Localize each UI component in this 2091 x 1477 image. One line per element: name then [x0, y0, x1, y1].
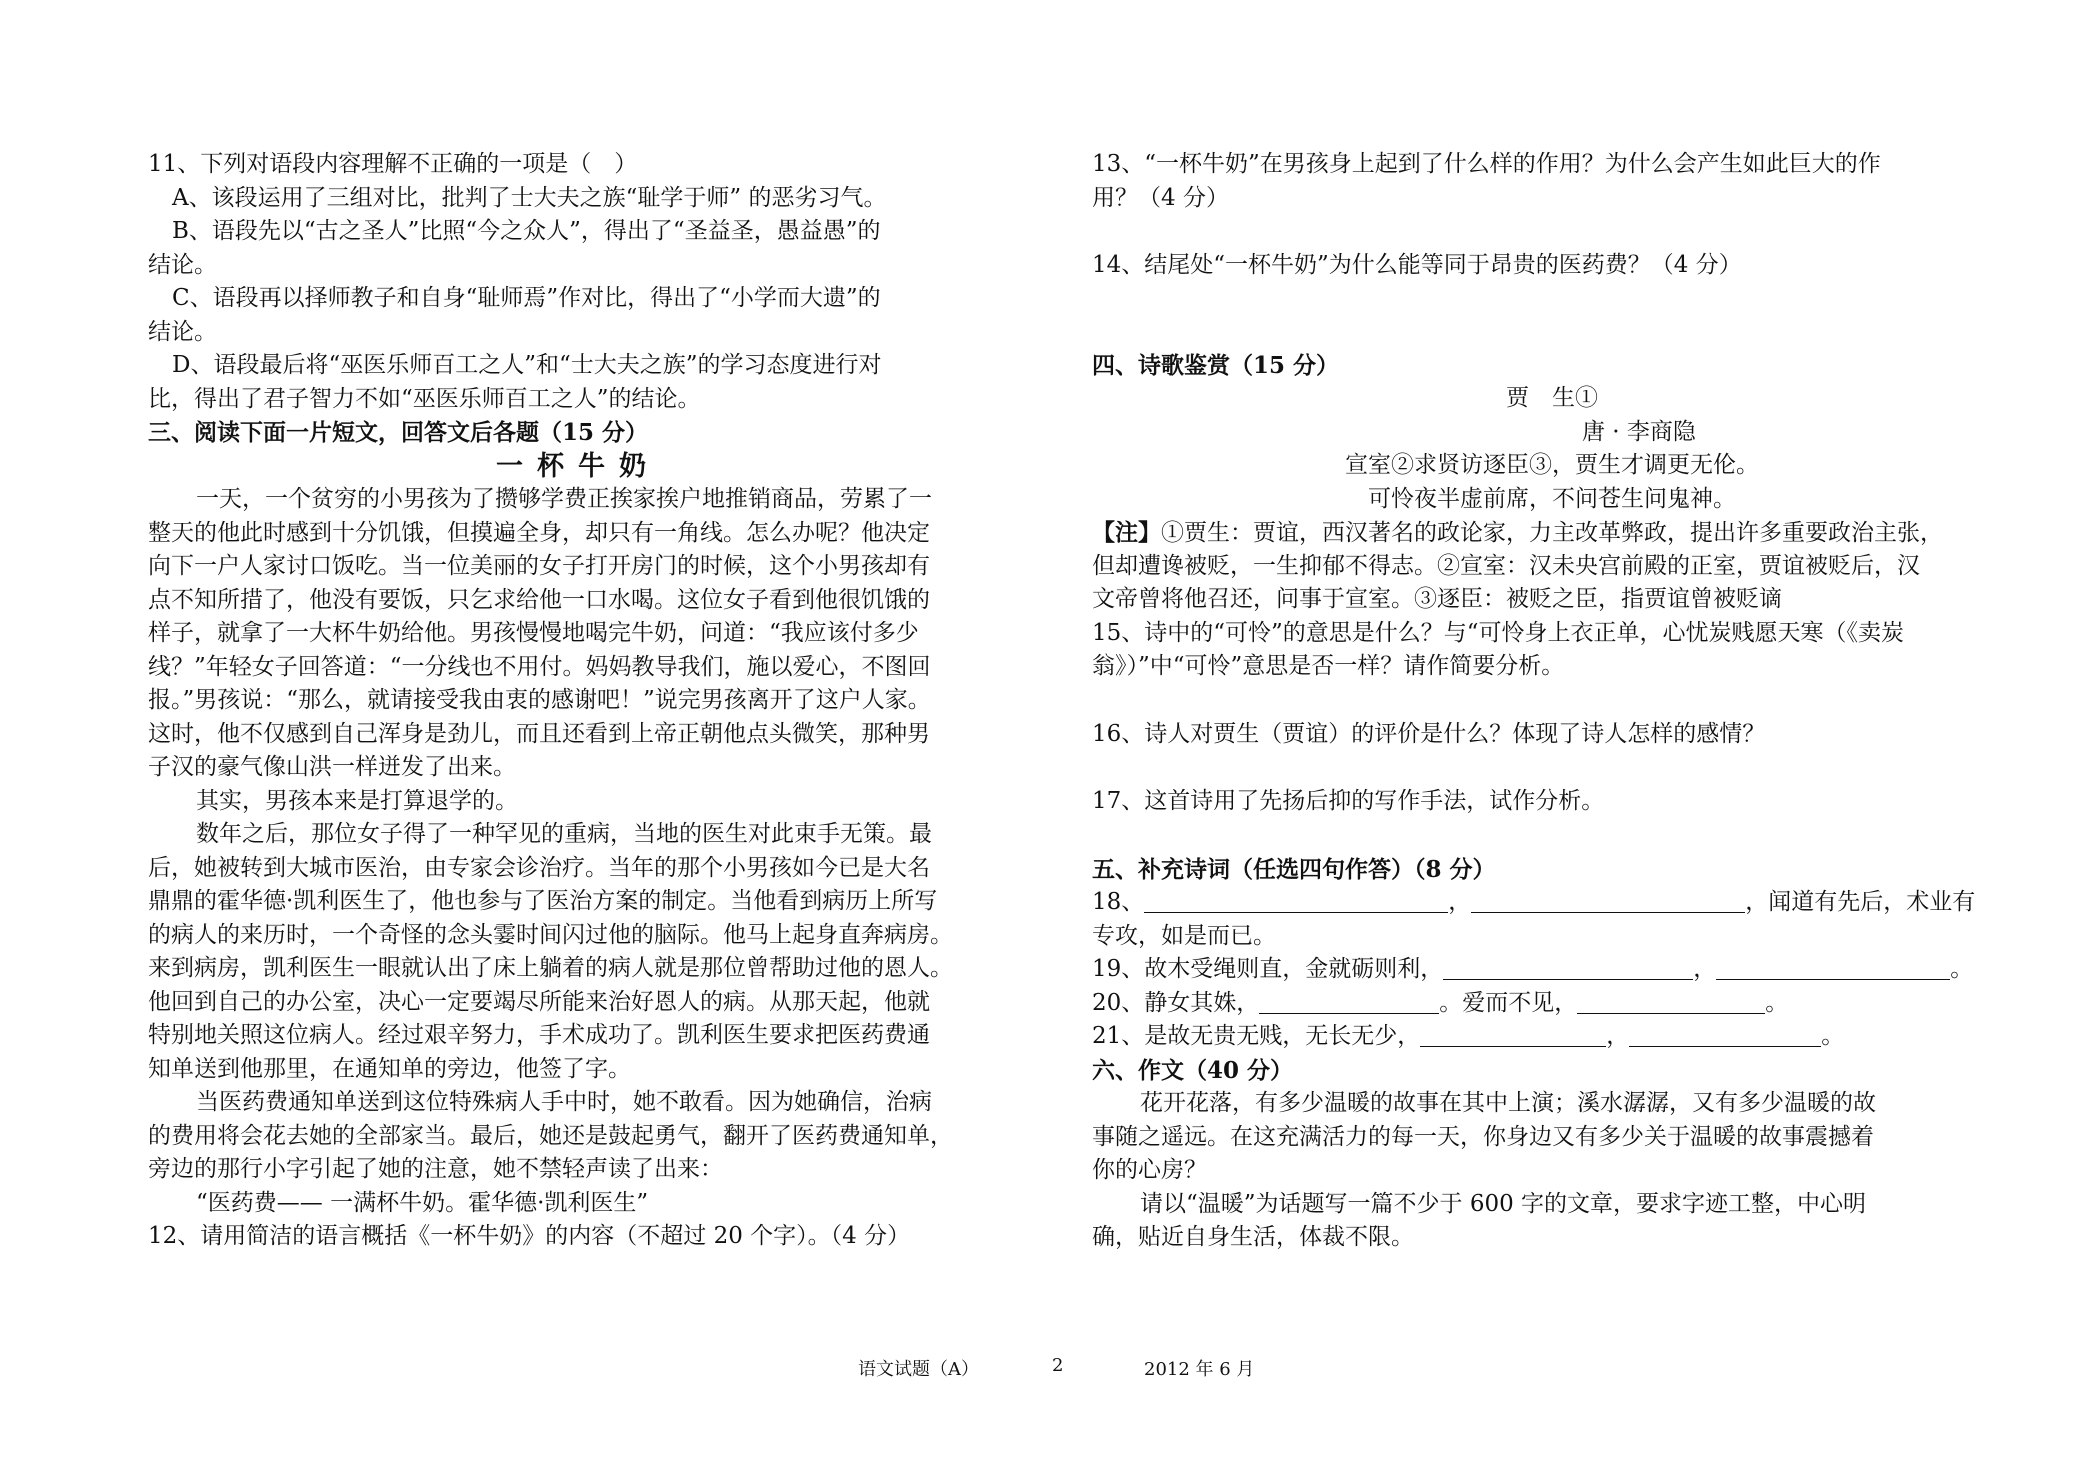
q20-mid: 。爱而不见，	[1439, 989, 1578, 1016]
essay-line: 事随之遥远。在这充满活力的每一天，你身边又有多少关于温暖的故事震撼着	[1092, 1123, 1874, 1150]
story-line: 向下一户人家讨口饭吃。当一位美丽的女子打开房门的时候，这个小男孩却有	[148, 553, 930, 579]
q15-line1: 15、诗中的“可怜”的意思是什么？与“可怜身上衣正单，心忧炭贱愿天寒（《卖炭	[1092, 619, 1905, 646]
story-line: 知单送到他那里，在通知单的旁边，他签了字。	[148, 1055, 631, 1082]
section3-heading: 三、阅读下面一片短文，回答文后各题（15 分）	[148, 419, 649, 446]
poem-note-1	[1092, 516, 2012, 550]
story-line: 当医药费通知单送到这位特殊病人手中时，她不敢看。因为她确信，治病	[196, 1089, 932, 1115]
story-line: 的病人的来历时，一个奇怪的念头霎时间闪过他的脑际。他马上起身直奔病房。	[148, 921, 953, 948]
story-line: 报。”男孩说：“那么，就请接受我由衷的感谢吧！”说完男孩离开了这户人家。	[148, 687, 931, 713]
story-line: 一天，一个贫穷的小男孩为了攒够学费正挨家挨户地推销商品，劳累了一	[196, 486, 932, 512]
q14: 14、结尾处“一杯牛奶”为什么能等同于昂贵的医药费？（4 分）	[1092, 252, 1742, 278]
poem-title: 贾 生①	[1506, 385, 1598, 411]
essay-line: 你的心房？	[1092, 1157, 1207, 1183]
story-line: 这时，他不仅感到自己浑身是劲儿，而且还看到上帝正朝他点头微笑，那种男	[148, 720, 930, 747]
story-line: 数年之后，那位女子得了一种罕见的重病，当地的医生对此束手无策。最	[196, 821, 932, 847]
q19-text: 19、故木受绳则直，金就砺则利，	[1092, 956, 1444, 982]
footer-subject: 语文试题（A）	[858, 1359, 979, 1380]
story-line: 鼎鼎的霍华德·凯利医生了，他也参与了医治方案的制定。当他看到病历上所写	[148, 888, 938, 914]
essay-line: 确，贴近自身生活，体裁不限。	[1092, 1224, 1414, 1250]
story-line: 其实，男孩本来是打算退学的。	[196, 787, 518, 814]
story-line: 后，她被转到大城市医治，由专家会诊治疗。当年的那个小男孩如今已是大名	[148, 854, 930, 881]
section5-heading: 五、补充诗词（任选四句作答）（8 分）	[1092, 855, 1496, 883]
q19	[1092, 953, 2012, 987]
answer-blank[interactable]	[1144, 888, 1448, 913]
story-line: 他回到自己的办公室，决心一定要竭尽所能来治好恩人的病。从那天起，他就	[148, 988, 930, 1015]
answer-blank[interactable]	[1577, 989, 1765, 1014]
left-column	[148, 148, 1008, 1254]
q18-line2: 专攻，如是而已。	[1092, 922, 1276, 949]
answer-blank[interactable]	[1716, 955, 1950, 980]
answer-space	[1092, 215, 2012, 249]
q11-stem: 11、下列对语段内容理解不正确的一项是（ ）	[148, 151, 638, 177]
story-line: 样子，就拿了一大杯牛奶给他。男孩慢慢地喝完牛奶，问道：“我应该付多少	[148, 620, 919, 646]
q18	[1092, 886, 2012, 920]
answer-blank[interactable]	[1443, 955, 1693, 980]
q13-line2: 用？（4 分）	[1092, 184, 1229, 211]
story-line: “医药费—— 一满杯牛奶。霍华德·凯利医生”	[196, 1189, 649, 1216]
footer-date: 2012 年 6 月	[1144, 1359, 1255, 1380]
story-line: 线？”年轻女子回答道：“一分线也不用付。妈妈教导我们，施以爱心，不图回	[148, 653, 931, 680]
story-line: 特别地关照这位病人。经过艰辛努力，手术成功了。凯利医生要求把医药费通	[148, 1022, 930, 1048]
story-body	[148, 483, 1008, 1220]
poem-line-1: 宣室②求贤访逐臣③，贾生才调更无伦。	[1345, 452, 1759, 478]
q19-separator: ，	[1693, 956, 1717, 982]
story-line: 的费用将会花去她的全部家当。最后，她还是鼓起勇气，翻开了医药费通知单，	[148, 1122, 953, 1149]
poem-note-2: 但却遭谗被贬，一生抑郁不得志。②宣室：汉未央宫前殿的正室，贾谊被贬后，汉	[1092, 552, 1920, 579]
story-line: 子汉的豪气像山洪一样迸发了出来。	[148, 754, 516, 780]
q20	[1092, 987, 2012, 1021]
q18-number: 18、	[1092, 889, 1145, 915]
answer-space	[1092, 283, 2012, 349]
q21	[1092, 1020, 2012, 1054]
section4-heading: 四、诗歌鉴赏（15 分）	[1092, 351, 1340, 379]
q21-separator: ，	[1606, 1023, 1630, 1049]
q11-option-b: B、语段先以“古之圣人”比照“今之众人”，得出了“圣益圣，愚益愚”的	[172, 218, 881, 244]
q17: 17、这首诗用了先扬后抑的写作手法，试作分析。	[1092, 788, 1605, 814]
story-line: 旁边的那行小字引起了她的注意，她不禁轻声读了出来：	[148, 1156, 723, 1182]
q11-option-a: A、该段运用了三组对比，批判了士大夫之族“耻学于师” 的恶劣习气。	[172, 184, 887, 211]
essay-line: 请以“温暖”为话题写一篇不少于 600 字的文章，要求字迹工整，中心明	[1140, 1190, 1867, 1217]
q11-option-d-cont: 比，得出了君子智力不如“巫医乐师百工之人”的结论。	[148, 385, 701, 412]
q11-option-c: C、语段再以择师教子和自身“耻师焉”作对比，得出了“小学而大遗”的	[172, 285, 881, 311]
answer-blank[interactable]	[1259, 989, 1439, 1014]
q11-option-c-cont: 结论。	[148, 318, 217, 345]
q11-option-b-cont: 结论。	[148, 251, 217, 278]
poem-note-3: 文帝曾将他召还，问事于宣室。③逐臣：被贬之臣，指贾谊曾被贬谪	[1092, 586, 1782, 612]
section6-heading: 六、作文（40 分）	[1092, 1056, 1294, 1084]
answer-blank[interactable]	[1471, 888, 1745, 913]
answer-space	[1092, 751, 2012, 785]
answer-blank[interactable]	[1420, 1022, 1606, 1047]
q21-end: 。	[1821, 1023, 1845, 1049]
note-bracket: 【注】	[1092, 519, 1161, 546]
q18-separator: ，	[1448, 889, 1472, 915]
story-line: 整天的他此时感到十分饥饿，但摸遍全身，却只有一角线。怎么办呢？他决定	[148, 519, 930, 546]
q21-text: 21、是故无贵无贱，无长无少，	[1092, 1023, 1421, 1049]
q13-line1: 13、“一杯牛奶”在男孩身上起到了什么样的作用？为什么会产生如此巨大的作	[1092, 151, 1881, 177]
q18-tail: ，闻道有先后，术业有	[1745, 889, 1976, 915]
q12: 12、请用简洁的语言概括《一杯牛奶》的内容（不超过 20 个字）。（4 分）	[148, 1223, 911, 1249]
poem-line-2: 可怜夜半虚前席，不问苍生问鬼神。	[1368, 485, 1736, 512]
note-text: ①贾生：贾谊，西汉著名的政论家，力主改革弊政，提出许多重要政治主张，	[1161, 520, 1943, 546]
q11-option-d: D、语段最后将“巫医乐师百工之人”和“士大夫之族”的学习态度进行对	[172, 352, 882, 378]
story-title: 一杯牛奶	[496, 450, 660, 482]
essay-line: 花开花落，有多少温暖的故事在其中上演；溪水潺潺，又有多少温暖的故	[1140, 1090, 1876, 1116]
q20-text: 20、静女其姝，	[1092, 989, 1260, 1016]
answer-space	[1092, 684, 2012, 718]
right-column	[1092, 148, 2012, 1255]
q15-line2: 翁》）”中“可怜”意思是否一样？请作简要分析。	[1092, 653, 1565, 679]
story-line: 点不知所措了，他没有要饭，只乞求给他一口水喝。这位女子看到他很饥饿的	[148, 586, 930, 613]
answer-space	[1092, 819, 2012, 853]
q16: 16、诗人对贾生（贾谊）的评价是什么？体现了诗人怎样的感情？	[1092, 720, 1766, 747]
footer-page-number: 2	[1052, 1355, 1064, 1376]
q19-end: 。	[1950, 956, 1974, 982]
q20-end: 。	[1765, 989, 1789, 1016]
answer-blank[interactable]	[1629, 1022, 1821, 1047]
poem-author: 唐 · 李商隐	[1582, 418, 1696, 445]
story-line: 来到病房，凯利医生一眼就认出了床上躺着的病人就是那位曾帮助过他的恩人。	[148, 955, 953, 981]
